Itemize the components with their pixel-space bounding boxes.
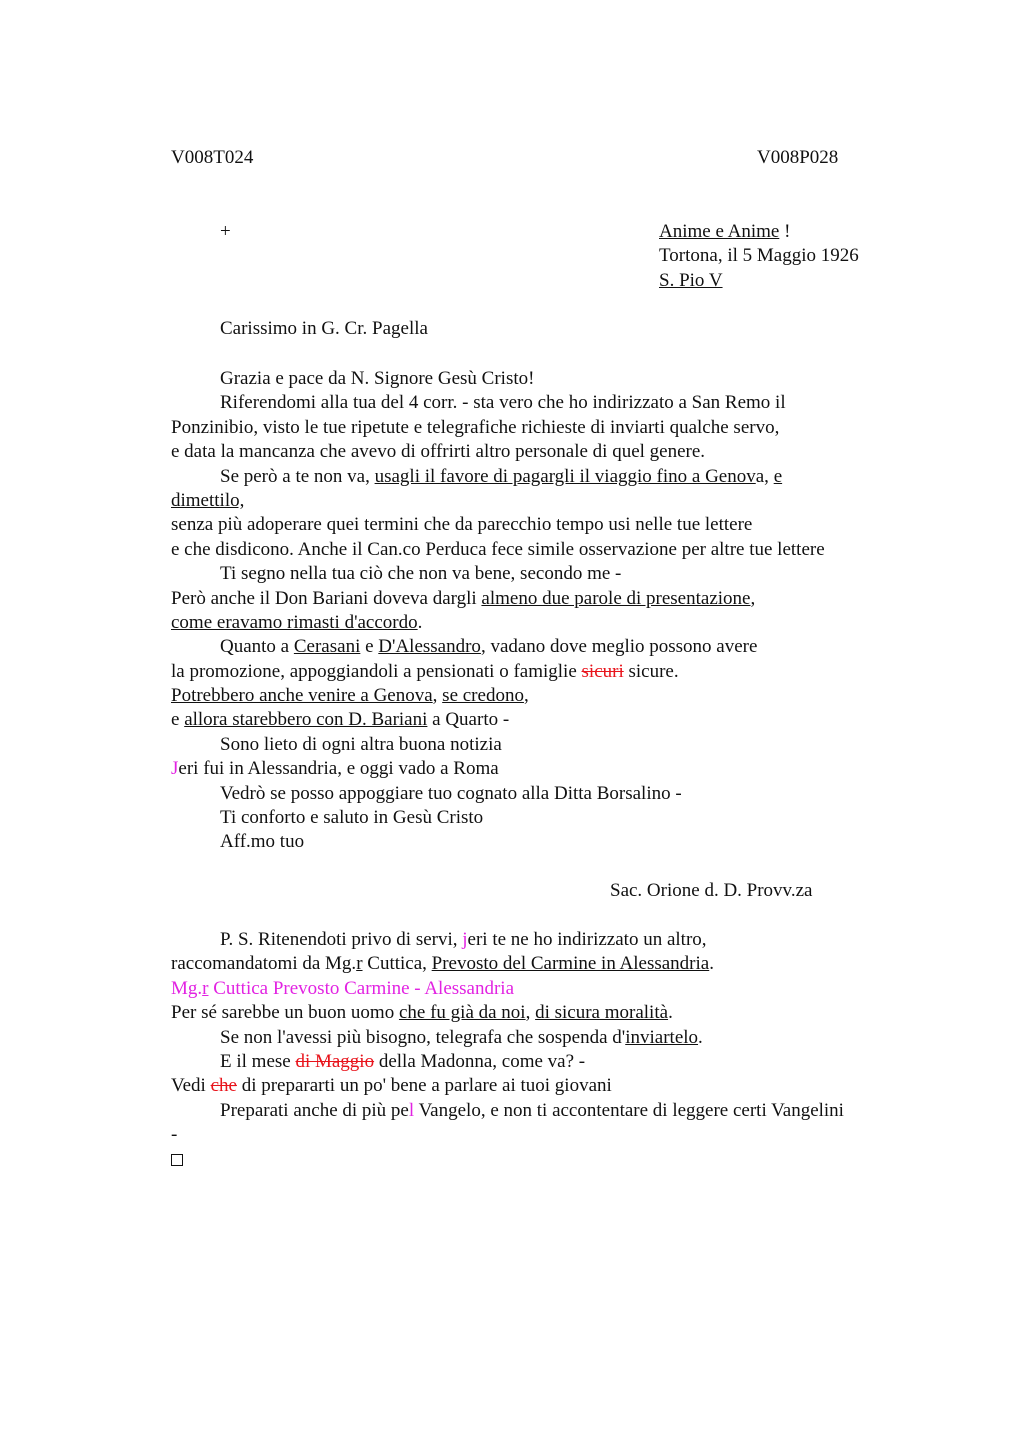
salutation: Carissimo in G. Cr. Pagella: [220, 318, 428, 339]
text-run: Per sé sarebbe un buon uomo: [171, 1002, 399, 1024]
underlined-run: inviartelo: [625, 1026, 699, 1048]
text-run: E il mese: [220, 1050, 296, 1072]
underlined-run: che fu già da noi: [398, 1002, 526, 1024]
motto-text: Anime e Anime: [659, 221, 780, 242]
text-run: Se non l'avessi più bisogno, telegrafa che sospenda d': [220, 1026, 626, 1048]
end-of-document-box-icon: [171, 1154, 183, 1166]
ps-line: -: [171, 1124, 178, 1146]
letter-line: [171, 587, 911, 611]
text-run: e: [360, 636, 379, 658]
letter-body: [171, 367, 911, 1172]
text-run: .: [668, 1002, 673, 1024]
text-run: Preparati anche di più pe: [220, 1099, 409, 1121]
signature: Sac. Orione d. D. Provv.za: [610, 880, 813, 902]
letter-line: [171, 611, 911, 635]
text-run: sicure.: [623, 660, 679, 682]
text-run: .: [698, 1026, 703, 1048]
letter-line: [171, 684, 911, 708]
text-run: Mg.: [171, 977, 203, 999]
underlined-run: Potrebbero anche venire a Genova: [171, 685, 433, 707]
saint-of-day: S. Pio V: [659, 270, 723, 291]
underlined-run: almeno due parole di presentazione: [481, 587, 751, 609]
letter-line: senza più adoperare quei termini che da parecchio tempo usi nelle tue lettere: [171, 514, 753, 536]
text-run: .: [417, 611, 423, 633]
text-run: Vedi: [171, 1075, 211, 1097]
letter-line: Sono lieto di ogni altra buona notizia: [220, 733, 502, 755]
date-line: Tortona, il 5 Maggio 1926: [659, 245, 859, 266]
text-run: raccomandatomi da Mg.: [171, 953, 357, 975]
letter-line: dimettilo,: [171, 489, 245, 511]
ps-line: [171, 1074, 911, 1098]
letter-line: [171, 757, 911, 781]
underlined-run: allora starebbero con D. Bariani: [184, 709, 428, 731]
motto-exclaim: !: [779, 221, 791, 242]
underlined-run: se credono: [442, 685, 524, 707]
end-mark: [171, 1148, 911, 1172]
closing: Aff.mo tuo: [220, 831, 305, 853]
underlined-run: D'Alessandro: [378, 636, 481, 658]
deleted-word: sicuri: [581, 660, 624, 682]
letter-line: Riferendomi alla tua del 4 corr. - sta vero che ho indirizzato a San Remo il: [220, 392, 786, 414]
text-run: a,: [755, 465, 774, 487]
text-run: di prepararti un po' bene a parlare ai tuoi giovani: [236, 1075, 612, 1097]
underlined-run: e: [773, 465, 783, 487]
underlined-run: r: [356, 953, 363, 975]
letter-line: Ti segno nella tua ciò che non va bene, secondo me -: [220, 563, 622, 585]
motto: [659, 220, 790, 244]
text-run: la promozione, appoggiandoli a pensionati o famiglie: [171, 660, 582, 682]
letter-line: Ponzinibio, visto le tue ripetute e telegrafiche richieste di inviarti qualche servo,: [171, 416, 780, 438]
inserted-letter: j: [462, 928, 468, 950]
text-run: e: [171, 709, 185, 731]
text-run: Cuttica,: [362, 953, 432, 975]
underlined-run: Cerasani: [293, 636, 361, 658]
text-run: della Madonna, come va? -: [374, 1050, 586, 1072]
text-run: ,: [525, 1002, 536, 1024]
greeting: Grazia e pace da N. Signore Gesù Cristo!: [220, 368, 535, 389]
marginal-note: [171, 977, 911, 1001]
text-run: .: [709, 953, 714, 975]
underlined-run: Prevosto del Carmine in Alessandria: [431, 953, 710, 975]
underlined-run: r: [202, 977, 209, 999]
letter-line: e data la mancanza che avevo di offrirti altro personale di quel genere.: [171, 441, 706, 463]
text-run: , vadano dove meglio possono avere: [480, 636, 758, 658]
letter-line: [171, 708, 911, 732]
letter-line: e che disdicono. Anche il Can.co Perduca fece simile osservazione per altre tue lettere: [171, 538, 825, 560]
text-run: Vangelo, e non ti accontentare di leggere certi Vangelini: [414, 1099, 844, 1121]
letter-line: [171, 465, 911, 489]
text-run: ,: [432, 685, 443, 707]
text-run: eri fui in Alessandria, e oggi vado a Roma: [178, 758, 499, 780]
text-run: Però anche il Don Bariani doveva dargli: [171, 587, 482, 609]
text-run: ,: [750, 587, 756, 609]
letter-line: [171, 635, 911, 659]
ps-line: [171, 1099, 911, 1123]
letter-line: Ti conforto e saluto in Gesù Cristo: [220, 807, 484, 829]
document-code-right: V008P028: [757, 147, 839, 168]
document-code-left: V008T024: [171, 147, 254, 168]
underlined-run: usagli il favore di pagargli il viaggio fino a Genov: [374, 465, 756, 487]
text-run: Se però a te non va,: [220, 465, 375, 487]
letter-line: Vedrò se posso appoggiare tuo cognato alla Ditta Borsalino -: [220, 782, 682, 804]
inserted-letter: l: [408, 1099, 415, 1121]
text-run: P. S. Ritenendoti privo di servi,: [220, 928, 463, 950]
underlined-run: di sicura moralità: [535, 1002, 669, 1024]
cross-mark: +: [220, 221, 231, 242]
letter-line: [171, 660, 911, 684]
ps-line: [171, 928, 911, 952]
text-run: Quanto a: [220, 636, 294, 658]
text-run: a Quarto -: [427, 709, 510, 731]
ps-line: [171, 952, 911, 976]
ps-line: [171, 1050, 911, 1074]
underlined-run: come eravamo rimasti d'accordo: [171, 611, 418, 633]
text-run: eri te ne ho indirizzato un altro,: [467, 928, 707, 950]
deleted-word: che: [210, 1075, 237, 1097]
inserted-letter: J: [171, 758, 179, 780]
ps-line: [171, 1001, 911, 1025]
ps-line: [171, 1026, 911, 1050]
deleted-word: di Maggio: [295, 1050, 375, 1072]
text-run: Cuttica Prevosto Carmine - Alessandria: [208, 977, 515, 999]
text-run: ,: [523, 685, 529, 707]
